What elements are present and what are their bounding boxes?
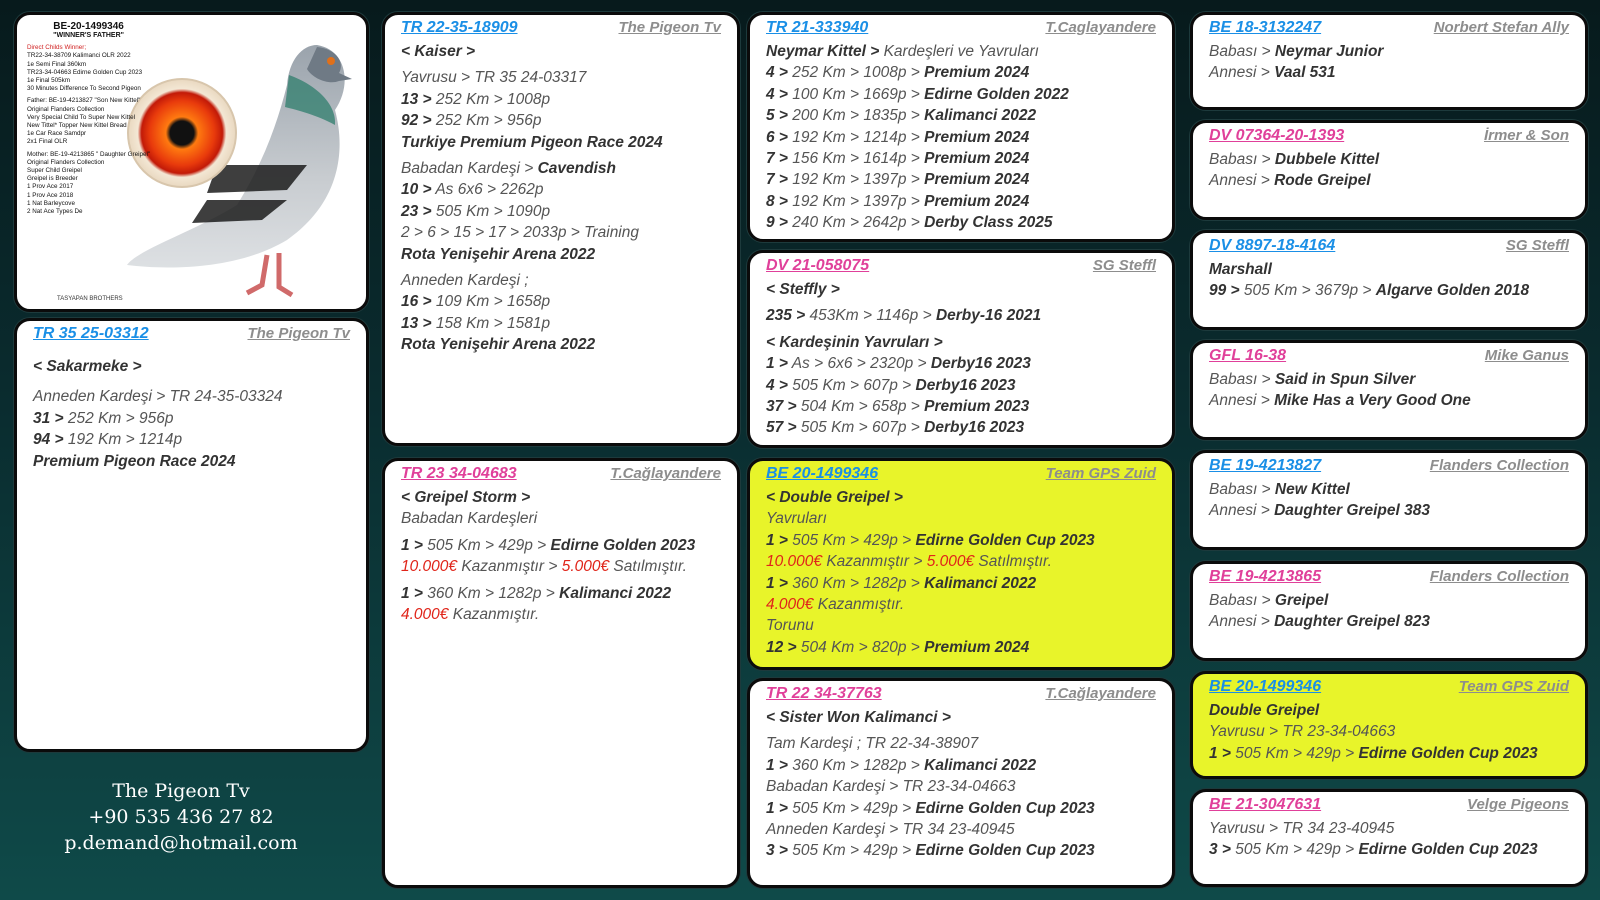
pigeon-name: Neymar Kittel >	[766, 43, 884, 60]
pedigree-line: 2 Nat Ace Types De	[27, 208, 83, 216]
breeder-link[interactable]: Flanders Collection	[1429, 568, 1569, 585]
result: 505 Km > 429p >	[422, 536, 551, 554]
place: 92 >	[401, 112, 432, 130]
pigeon-card-c3	[382, 458, 740, 888]
relation: Babası >	[1209, 371, 1275, 388]
relation: Annesi >	[1209, 502, 1275, 520]
results-list	[766, 62, 1156, 233]
pedigree-line: Original Flanders Collection	[27, 105, 105, 113]
result: 158 Km > 1581p	[431, 314, 551, 332]
line: Yavrusu > TR 35 24-03317	[401, 69, 587, 87]
result: 192 Km > 1397p >	[787, 192, 925, 210]
breeder-link[interactable]: Mike Ganus	[1484, 347, 1569, 364]
result-row	[766, 148, 1156, 169]
pigeon-photo-card	[14, 12, 369, 312]
breeder-link[interactable]: SG Steffl	[1505, 237, 1569, 254]
breeder-link[interactable]: The Pigeon Tv	[247, 325, 350, 342]
line: Anneden Kardeşi > TR 34 23-40945	[766, 821, 1015, 839]
place: 10 >	[401, 181, 432, 199]
race-name: Premium 2024	[924, 171, 1030, 189]
race-name: Kalimanci 2022	[559, 584, 672, 602]
ring-link[interactable]: BE 20-1499346	[766, 465, 879, 482]
place: 4 >	[766, 64, 788, 82]
pigeon-name: < Sister Won Kalimanci >	[766, 709, 951, 726]
ring-link[interactable]: BE 19-4213865	[1209, 568, 1322, 585]
result: 505 Km > 429p >	[787, 842, 916, 860]
pedigree-line: 1e Semi Final 360km	[27, 60, 87, 68]
result-row	[766, 62, 1156, 83]
place: 1 >	[766, 756, 788, 774]
pigeon-card-r7	[1190, 671, 1588, 779]
pigeon-card-r4	[1190, 340, 1588, 440]
place: 1 >	[766, 799, 788, 817]
parent-name: Vaal 531	[1274, 64, 1336, 82]
pigeon-name: Marshall	[1209, 261, 1272, 278]
place: 9 >	[766, 214, 788, 232]
prize: 4.000€	[401, 606, 449, 624]
line: Tam Kardeşi ; TR 22-34-38907	[766, 735, 979, 753]
place: 37 >	[766, 398, 797, 416]
pedigree-line: Very Special Child To Super New Kittel	[27, 113, 136, 121]
contact-phone[interactable]: +90 535 436 27 82	[88, 806, 274, 828]
ring-link[interactable]: TR 35 25-03312	[33, 325, 149, 342]
sale-label: Satılmıştır.	[974, 553, 1052, 571]
result-row	[766, 84, 1156, 105]
place: 8 >	[766, 192, 788, 210]
breeder-link[interactable]: Norbert Stefan Ally	[1433, 19, 1569, 36]
result: 504 Km > 820p >	[796, 638, 925, 656]
ring-link[interactable]: BE 18-3132247	[1209, 19, 1322, 36]
pigeon-card-c6	[747, 458, 1175, 670]
pedigree-line: 1e Car Race Samdpr	[27, 130, 87, 138]
pigeon-name: < Greipel Storm >	[401, 489, 531, 506]
place: 1 >	[766, 531, 788, 549]
breeder-link[interactable]: SG Steffl	[1092, 257, 1156, 274]
result: 100 Km > 1669p >	[787, 85, 925, 103]
relation: Annesi >	[1209, 64, 1275, 82]
ring-link[interactable]: BE 20-1499346	[1209, 678, 1322, 695]
ring-link[interactable]: TR 22 34-37763	[766, 685, 882, 702]
pigeon-card-c1	[14, 318, 369, 752]
pigeon-card-c4	[747, 12, 1175, 242]
relative-name: Cavendish	[537, 160, 616, 178]
mother-lines	[27, 151, 150, 217]
section-title: < Kardeşinin Yavruları >	[766, 333, 943, 351]
place: 31 >	[33, 409, 64, 427]
pigeon-card-r3	[1190, 230, 1588, 330]
race-name: Derby16 2023	[930, 355, 1031, 373]
contact-email[interactable]: p.demand@hotmail.com	[64, 832, 298, 854]
breeder-link[interactable]: Velge Pigeons	[1467, 796, 1569, 813]
race-name: Edirne Golden Cup 2023	[915, 842, 1095, 860]
place: 1 >	[401, 584, 423, 602]
place: 4 >	[766, 376, 788, 394]
parent-name: Daughter Greipel 823	[1274, 613, 1430, 631]
race-name: Edirne Golden 2022	[924, 85, 1069, 103]
place: 57 >	[766, 419, 797, 437]
result: 360 Km > 1282p >	[422, 584, 560, 602]
pedigree-line: Super Child Greipel	[27, 167, 82, 175]
pedigree-line: TR23-34-04663 Edirne Golden Cup 2023	[27, 68, 143, 76]
parent-name: Neymar Junior	[1274, 43, 1384, 60]
line: Anneden Kardeşi ;	[401, 272, 529, 290]
prize-label: Kazanmıştır >	[822, 553, 927, 571]
sale-price: 5.000€	[926, 553, 975, 571]
line: Babadan Kardeşleri	[401, 510, 538, 528]
relation: Babası >	[1209, 43, 1275, 60]
pigeon-card-r6	[1190, 561, 1588, 661]
pigeon-name: < Sakarmeke >	[33, 358, 142, 375]
race-name: Derby16 2023	[924, 419, 1025, 437]
place: 1 >	[766, 355, 788, 373]
race-name: Premium 2024	[924, 64, 1030, 82]
line: Yavrusu > TR 34 23-40945	[1209, 820, 1395, 837]
line: Anneden Kardeşi > TR 24-35-03324	[33, 388, 283, 406]
ring-link[interactable]: BE 21-3047631	[1209, 796, 1322, 813]
place: 13 >	[401, 90, 432, 108]
breeder-link[interactable]: T.Cağlayandere	[1045, 685, 1156, 702]
pedigree-line: 1 Nat Barleycove	[27, 199, 75, 207]
race-name: Premium 2024	[924, 128, 1030, 146]
parent-name: New Kittel	[1274, 481, 1350, 498]
winner-lines	[27, 52, 150, 93]
prize-label: Kazanmıştır.	[448, 606, 540, 624]
result: As > 6x6 > 2320p >	[787, 355, 931, 373]
place: 13 >	[401, 314, 432, 332]
pigeon-card-c7	[747, 678, 1175, 888]
ring-link[interactable]: BE 19-4213827	[1209, 457, 1322, 474]
result: 192 Km > 1214p	[63, 431, 183, 449]
relation: Annesi >	[1209, 172, 1275, 190]
result: 252 Km > 956p	[63, 409, 174, 427]
result-row	[766, 212, 1156, 233]
result: 200 Km > 1835p >	[787, 107, 925, 125]
ring-link[interactable]: GFL 16-38	[1209, 347, 1287, 364]
result: As 6x6 > 2262p	[431, 181, 544, 199]
prize: 10.000€	[766, 553, 823, 571]
breeder-link[interactable]: The Pigeon Tv	[618, 19, 721, 36]
place: 1 >	[766, 574, 788, 592]
race-name: Premium 2023	[924, 398, 1030, 416]
ring-link[interactable]: DV 21-058075	[766, 257, 870, 274]
result: 360 Km > 1282p >	[787, 574, 925, 592]
result-row	[766, 191, 1156, 212]
race-name: Derby-16 2021	[935, 307, 1042, 325]
parent-name: Said in Spun Silver	[1274, 371, 1416, 388]
place: 5 >	[766, 107, 788, 125]
ring-link[interactable]: DV 8897-18-4164	[1209, 237, 1336, 254]
prize: 10.000€	[401, 558, 458, 576]
parent-name: Dubbele Kittel	[1274, 151, 1380, 168]
line: Torunu	[766, 617, 814, 635]
winner-heading: Direct Childs Winner;	[27, 44, 87, 52]
breeder-link[interactable]: Flanders Collection	[1429, 457, 1569, 474]
race-name: Derby16 2023	[915, 376, 1016, 394]
result: 505 Km > 3679p >	[1239, 282, 1376, 300]
line: 2 > 6 > 15 > 17 > 2033p > Training	[401, 224, 639, 242]
place: 12 >	[766, 638, 797, 656]
race-name: Rota Yenişehir Arena 2022	[401, 336, 596, 354]
result: 505 Km > 429p >	[1230, 841, 1359, 859]
pedigree-text	[27, 21, 150, 216]
race-name: Edirne Golden Cup 2023	[915, 799, 1095, 817]
pigeon-name: < Kaiser >	[401, 43, 476, 60]
sale-label: Satılmıştır.	[609, 558, 687, 576]
place: 4 >	[766, 85, 788, 103]
pedigree-line: 30 Minutes Difference To Second Pigeon	[27, 85, 141, 93]
place: 94 >	[33, 431, 64, 449]
race-name: Premium Pigeon Race 2024	[33, 452, 236, 470]
breeder-link[interactable]: T.Cağlayandere	[610, 465, 721, 482]
race-name: Rota Yenişehir Arena 2022	[401, 245, 596, 263]
father-lines	[27, 97, 150, 146]
breeder-link[interactable]: T.Caglayandere	[1045, 19, 1156, 36]
result: 505 Km > 429p >	[1230, 744, 1359, 762]
parent-name: Greipel	[1274, 592, 1329, 609]
result: 252 Km > 956p	[431, 112, 542, 130]
result-row	[766, 105, 1156, 126]
breeder-link[interactable]: Team GPS Zuid	[1458, 678, 1569, 695]
pedigree-line: TR22-34-38709 Kalimanci OLR 2022	[27, 52, 131, 60]
result: 252 Km > 1008p	[431, 90, 551, 108]
race-name: Premium 2024	[924, 192, 1030, 210]
place: 99 >	[1209, 282, 1240, 300]
contact-name: The Pigeon Tv	[112, 780, 250, 802]
logo-text: TASYAPAN BROTHERS	[57, 296, 123, 302]
pedigree-line: New Tittel* Topper New Kittel Bread	[27, 122, 127, 130]
ring-link[interactable]: DV 07364-20-1393	[1209, 127, 1345, 144]
pigeon-name: < Double Greipel >	[766, 489, 903, 506]
race-name: Algarve Golden 2018	[1375, 282, 1530, 300]
relation: Babası >	[1209, 592, 1275, 609]
contact-block	[16, 778, 346, 856]
result: 505 Km > 607p >	[787, 376, 916, 394]
result: 192 Km > 1397p >	[787, 171, 925, 189]
race-name: Premium 2024	[924, 638, 1030, 656]
line: Babadan Kardeşi > TR 23-34-04663	[766, 778, 1016, 796]
result: 109 Km > 1658p	[431, 293, 551, 311]
place: 7 >	[766, 150, 788, 168]
result: 192 Km > 1214p >	[787, 128, 925, 146]
photo-ring: BE-20-1499346	[53, 21, 124, 32]
relation: Annesi >	[1209, 392, 1275, 410]
line: Yavrusu > TR 23-34-04663	[1209, 723, 1396, 741]
ring-link[interactable]: TR 21-333940	[766, 19, 869, 36]
relation: Babadan Kardeşi >	[401, 160, 538, 178]
place: 3 >	[1209, 841, 1231, 859]
race-name: Premium 2024	[924, 150, 1030, 168]
ring-link[interactable]: TR 23 34-04683	[401, 465, 517, 482]
photo-title: "WINNER'S FATHER"	[53, 32, 124, 39]
pigeon-card-r8	[1190, 789, 1588, 887]
race-name: Kalimanci 2022	[924, 574, 1037, 592]
sale-price: 5.000€	[561, 558, 610, 576]
pedigree-line: Father: BE-19-4213827 "Son New Kittel"	[27, 97, 141, 105]
place: 23 >	[401, 202, 432, 220]
pedigree-line: 1 Prov Ace 2018	[27, 191, 74, 199]
prize: 4.000€	[766, 596, 814, 614]
result-row	[766, 127, 1156, 148]
pedigree-line: Original Flanders Collection	[27, 158, 105, 166]
race-name: Edirne Golden 2023	[550, 536, 696, 554]
pedigree-line: Greipel is Breeder	[27, 175, 78, 183]
result: 156 Km > 1614p >	[787, 150, 925, 168]
prize-label: Kazanmıştır >	[457, 558, 562, 576]
parent-name: Mike Has a Very Good One	[1274, 392, 1471, 410]
result: 453Km > 1146p >	[805, 307, 936, 325]
result: 504 Km > 658p >	[796, 398, 925, 416]
pedigree-line: Mother: BE-19-4213865 " Daughter Greipel"	[27, 150, 151, 158]
result: 240 Km > 2642p >	[787, 214, 925, 232]
result: 252 Km > 1008p >	[787, 64, 925, 82]
place: 16 >	[401, 293, 432, 311]
race-name: Edirne Golden Cup 2023	[1358, 841, 1538, 859]
pigeon-name: Double Greipel	[1209, 702, 1320, 719]
breeder-link[interactable]: Team GPS Zuid	[1045, 465, 1156, 482]
pigeon-card-c5	[747, 250, 1175, 448]
pigeon-card-r5	[1190, 450, 1588, 550]
parent-name: Daughter Greipel 383	[1274, 502, 1430, 520]
place: 3 >	[766, 842, 788, 860]
place: 7 >	[766, 171, 788, 189]
race-name: Edirne Golden Cup 2023	[915, 531, 1095, 549]
race-name: Derby Class 2025	[924, 214, 1053, 232]
line: Yavruları	[766, 510, 827, 528]
pigeon-card-r2	[1190, 120, 1588, 220]
relation: Babası >	[1209, 151, 1275, 168]
race-name: Kalimanci 2022	[924, 107, 1037, 125]
result: 505 Km > 1090p	[431, 202, 551, 220]
result-row	[766, 169, 1156, 190]
result: 505 Km > 429p >	[787, 799, 916, 817]
parent-name: Rode Greipel	[1274, 172, 1371, 190]
relation: Babası >	[1209, 481, 1275, 498]
result: 505 Km > 607p >	[796, 419, 925, 437]
relation: Annesi >	[1209, 613, 1275, 631]
breeder-link[interactable]: İrmer & Son	[1483, 127, 1569, 144]
ring-link[interactable]: TR 22-35-18909	[401, 19, 518, 36]
place: 1 >	[401, 536, 423, 554]
race-name: Turkiye Premium Pigeon Race 2024	[401, 133, 663, 151]
place: 6 >	[766, 128, 788, 146]
place: 235 >	[766, 307, 806, 325]
pedigree-line: 1e Final 505km	[27, 77, 71, 85]
race-name: Kalimanci 2022	[924, 756, 1037, 774]
result: 505 Km > 429p >	[787, 531, 916, 549]
pedigree-line: 1 Prov Ace 2017	[27, 183, 74, 191]
relation: Kardeşleri ve Yavruları	[883, 43, 1039, 60]
place: 1 >	[1209, 744, 1231, 762]
pigeon-card-c2	[382, 12, 740, 446]
pigeon-card-r1	[1190, 12, 1588, 110]
result: 360 Km > 1282p >	[787, 756, 925, 774]
race-name: Edirne Golden Cup 2023	[1358, 744, 1538, 762]
pedigree-line: 2x1 Final OLR	[27, 138, 68, 146]
prize-label: Kazanmıştır.	[813, 596, 905, 614]
pigeon-name: < Steffly >	[766, 281, 840, 298]
